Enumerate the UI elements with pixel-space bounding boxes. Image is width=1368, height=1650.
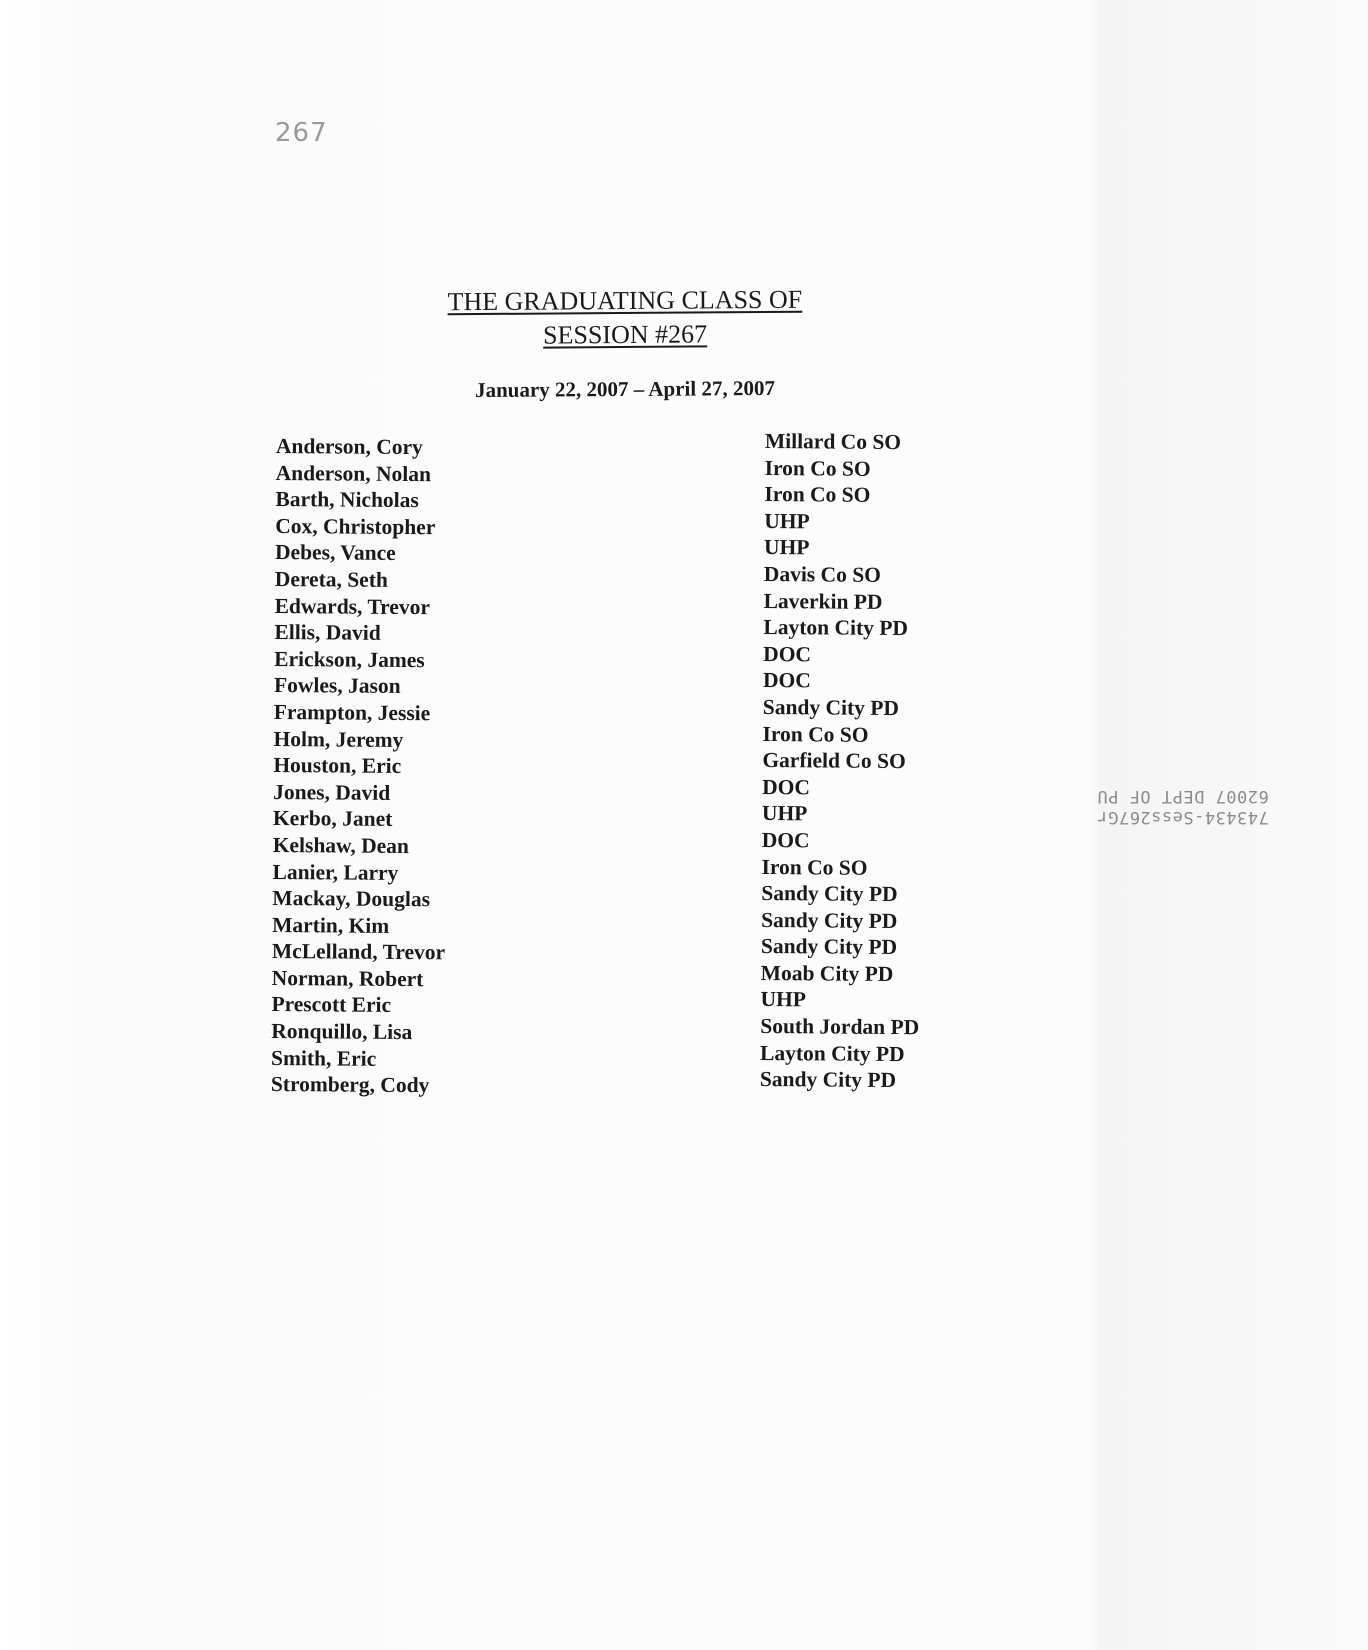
graduate-name: Stromberg, Cody (270, 1072, 430, 1098)
graduate-name: Dereta, Seth (274, 566, 388, 592)
graduate-name: McLelland, Trevor (271, 939, 446, 965)
graduate-agency: DOC (762, 668, 811, 693)
graduate-name: Ellis, David (274, 620, 381, 645)
graduate-agency: Moab City PD (760, 960, 894, 986)
graduate-agency: Iron Co SO (762, 721, 869, 747)
graduate-agency: Millard Co SO (764, 428, 902, 455)
graduate-agency: UHP (760, 987, 806, 1012)
graduate-agency: UHP (761, 801, 808, 826)
graduate-agency: DOC (763, 641, 812, 667)
graduate-names-list (271, 433, 449, 1099)
graduate-agency: Sandy City PD (759, 1067, 897, 1093)
graduate-agency: UHP (763, 535, 810, 560)
graduate-name: Mackay, Douglas (272, 886, 431, 912)
graduate-name: Houston, Eric (273, 753, 402, 779)
document-title (380, 282, 870, 353)
graduate-name: Barth, Nicholas (275, 487, 419, 513)
handwritten-page-number: 267 (275, 118, 328, 148)
graduate-agencies-list (760, 428, 924, 1094)
graduate-agency: DOC (761, 827, 810, 853)
graduate-name: Cox, Christopher (275, 513, 436, 540)
graduate-name: Edwards, Trevor (274, 593, 431, 619)
graduate-agency: Iron Co SO (764, 482, 871, 508)
graduate-name: Norman, Robert (271, 965, 424, 992)
graduate-name: Fowles, Jason (273, 673, 401, 699)
graduate-name: Smith, Eric (270, 1045, 377, 1071)
graduate-name: Prescott Eric (271, 992, 392, 1018)
graduate-agency: Laverkin PD (763, 588, 883, 614)
graduate-name: Kerbo, Janet (272, 806, 393, 832)
graduate-agency: UHP (764, 508, 810, 534)
graduate-agency: Davis Co SO (763, 561, 882, 587)
graduate-agency: Sandy City PD (761, 907, 898, 933)
graduate-name: Ronquillo, Lisa (271, 1019, 413, 1045)
graduate-agency: Layton City PD (763, 615, 909, 641)
graduate-agency: Layton City PD (759, 1040, 905, 1066)
graduate-name: Holm, Jeremy (273, 726, 404, 752)
graduate-name: Erickson, James (274, 646, 425, 672)
graduate-agency: DOC (762, 774, 811, 800)
graduate-name: Lanier, Larry (272, 859, 399, 885)
archive-stamp (1097, 785, 1269, 827)
graduate-name: Kelshaw, Dean (272, 832, 410, 858)
graduate-name: Debes, Vance (274, 540, 396, 566)
stamp-line-1: 743434-Sess267Gr (1097, 807, 1269, 827)
graduate-agency: Garfield Co SO (762, 748, 906, 774)
title-line-2: SESSION #267 (543, 319, 708, 350)
graduate-name: Frampton, Jessie (273, 699, 431, 726)
graduate-agency: Iron Co SO (764, 455, 871, 481)
graduate-name: Anderson, Nolan (275, 460, 432, 486)
session-dates: January 22, 2007 – April 27, 2007 (474, 375, 775, 403)
graduate-agency: Sandy City PD (762, 694, 900, 720)
graduate-name: Martin, Kim (272, 912, 390, 938)
graduate-name: Jones, David (273, 779, 391, 805)
stamp-line-2: 62007 DEPT OF PU (1097, 786, 1269, 806)
graduate-agency: Sandy City PD (760, 934, 898, 960)
title-line-1: THE GRADUATING CLASS OF (447, 284, 803, 317)
graduate-agency: Sandy City PD (761, 881, 898, 907)
graduate-agency: Iron Co SO (761, 854, 868, 880)
graduate-name: Anderson, Cory (275, 433, 423, 460)
graduate-agency: South Jordan PD (760, 1014, 920, 1040)
